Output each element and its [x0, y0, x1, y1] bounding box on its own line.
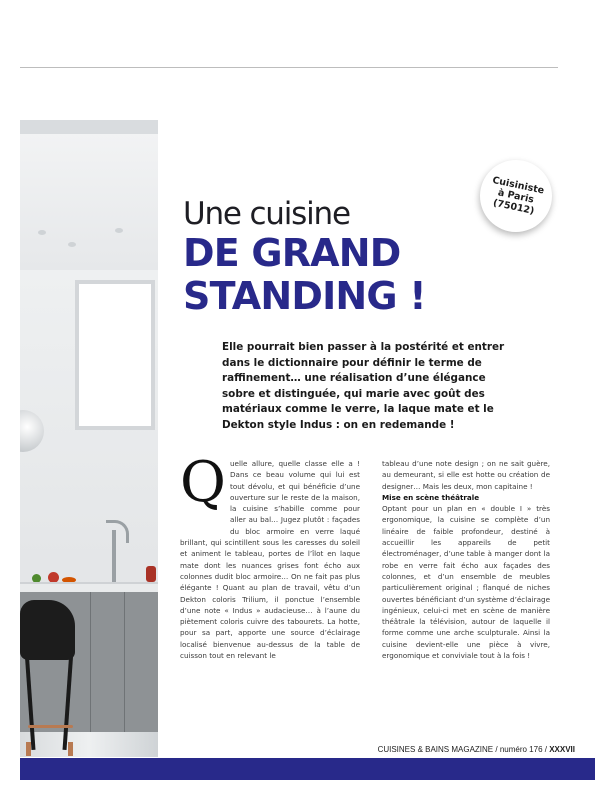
drop-cap: Q: [180, 450, 226, 515]
badge-text: Cuisiniste à Paris (75012): [491, 174, 546, 217]
body-text-right-1: tableau d’une note design ; on ne sait guère, au demeurant, si elle est hotte ou création de designer… Mais les deux, mon capitaine !: [382, 459, 550, 491]
kitchen-photo: [20, 120, 158, 757]
location-badge: [473, 153, 558, 238]
footer-bar: [20, 758, 595, 780]
magazine-name: CUISINES & BAINS MAGAZINE: [377, 745, 494, 754]
headline-line2: DE GRAND STANDING !: [183, 231, 426, 318]
body-column-left: [180, 450, 360, 661]
body-text-right-2: Optant pour un plan en « double I » très ergonomique, la cuisine se complète d’un linéaire de faible profondeur, destiné à accueillir les appareils de petit électroménager, d’une table à manger dont la robe en verre fait écho aux façades des colonnes, et d’un ensemble de meubles particulièrement original ; flanqué de niches ouvertes bénéficiant d’un système d’éclairage ingénieux, celui-ci met en scène de manière théâtrale la télévision, autour de laquelle il forme comme une arche sculpturale. Ainsi la cuisine devient-elle une pièce à vivre, ergonomique et conviviale tout à la fois !: [382, 504, 550, 661]
subheading: Mise en scène théâtrale: [382, 492, 480, 502]
headline-line1: Une cuisine: [183, 196, 350, 232]
intro-paragraph: Elle pourrait bien passer à la postérité et entrer dans le dictionnaire pour définir le terme de raffinement… une réalisation d’une élégance sobre et distinguée, qui marie avec goût des matériaux comme le verre, la laque mate et le Dekton style Indus : on en redemande !: [222, 341, 505, 431]
issue-number: / numéro 176 /: [495, 745, 547, 754]
page-number: XXXVII: [549, 745, 575, 754]
page-footer: [378, 745, 575, 754]
body-text-left: uelle allure, quelle classe elle a ! Dans ce beau volume qui lui est tout dévolu, et qui bénéficie d’une ouverture sur le reste de la maison, la cuisine s’habille comme pour aller au bal… Jugez plutôt : façades du bloc armoire en verre laqué brillant, qui scintillent sous les caresses du soleil et animent le tableau, portes de l’îlot en laque mate dont les nuances grises font écho aux colonnes dudit bloc armoire… On ne fait pas plus élégante ! Quant au plan de travail, vêtu d’un Dekton coloris Trilium, il ponctue l’ensemble d’une note « Indus » audacieuse… à l’aune du piètement coloris cuivre des tabourets. La hotte, pour sa part, apporte une source d’éclairage localisé bienvenue au-dessus de la table de cuisson tout en relevant le: [180, 459, 360, 661]
top-rule: [20, 67, 558, 68]
body-column-right: [382, 458, 550, 661]
